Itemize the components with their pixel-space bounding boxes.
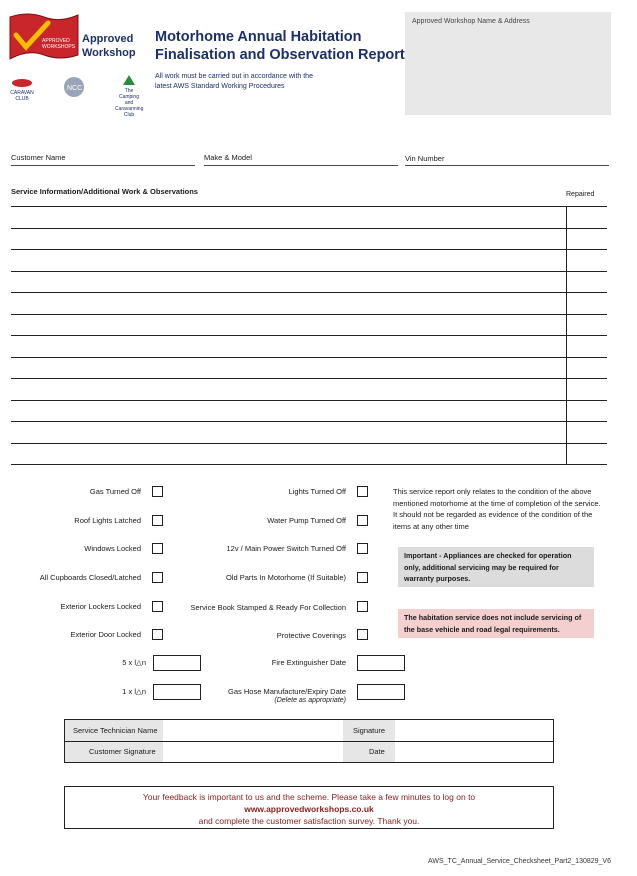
checklist-label: Roof Lights Latched (74, 516, 141, 525)
signature-input[interactable] (395, 720, 553, 741)
checklist-label: Exterior Lockers Locked (60, 602, 141, 611)
service-line[interactable] (11, 443, 607, 444)
feedback-line-3: and complete the customer satisfaction survey. Thank you. (198, 816, 420, 826)
subtitle-line-2: latest AWS Standard Working Procedures (155, 83, 285, 90)
make-model-label: Make & Model (204, 153, 252, 162)
service-section-label: Service Information/Additional Work & Observations (11, 187, 198, 196)
subtitle-line-1: All work must be carried out in accordance with the (155, 73, 313, 80)
feedback-url-link[interactable]: www.approvedworkshops.co.uk (244, 804, 374, 814)
fire-extinguisher-label: Fire Extinguisher Date (271, 658, 346, 667)
ncc-logo (61, 76, 87, 100)
left-input-box-1[interactable] (153, 655, 201, 671)
service-line[interactable] (11, 357, 607, 358)
svg-text:APPROVED: APPROVED (42, 38, 70, 44)
checklist-label: Protective Coverings (276, 631, 346, 640)
old-parts-checkbox[interactable] (357, 572, 368, 583)
date-input[interactable] (395, 741, 553, 762)
date-label: Date (369, 747, 385, 756)
checklist-label: Gas Turned Off (89, 487, 141, 496)
service-line[interactable] (11, 292, 607, 293)
page-title (155, 28, 415, 64)
caravan-club-icon (10, 78, 34, 88)
repaired-column-divider (566, 207, 567, 465)
logo-2-text: NCC (67, 85, 83, 92)
disclaimer-text: This service report only relates to the condition of the above mentioned motorhome at the time of completion of the service. It should not be regarded as evidence of the condition of the items at any other time (393, 487, 601, 531)
repaired-label: Repaired (566, 191, 595, 198)
customer-name-label: Customer Name (11, 153, 66, 162)
checklist-label: 12v / Main Power Switch Turned Off (226, 544, 346, 553)
service-line[interactable] (11, 421, 607, 422)
workshop-address-box[interactable] (405, 12, 611, 115)
service-line[interactable] (11, 249, 607, 250)
fire-extinguisher-date-input[interactable] (357, 655, 405, 671)
document-footer-code: AWS_TC_Annual_Service_Checksheet_Part2_130829_V6 (427, 858, 611, 865)
service-line[interactable] (11, 464, 607, 465)
feedback-line-1: Your feedback is important to us and the scheme. Please take a few minutes to log on to (142, 792, 476, 802)
service-book-checkbox[interactable] (357, 601, 368, 612)
svg-text:WORKSHOPS: WORKSHOPS (42, 44, 76, 50)
caravan-club-logo (6, 78, 38, 102)
tent-icon (122, 74, 136, 86)
gas-hose-note: (Delete as appropriate) (274, 697, 346, 704)
gas-hose-date-input[interactable] (357, 684, 405, 700)
brand-line-2: Workshop (82, 47, 136, 59)
checklist-label: All Cupboards Closed/Latched (39, 573, 141, 582)
power-switch-checkbox[interactable] (357, 543, 368, 554)
service-line[interactable] (11, 228, 607, 229)
row-divider (65, 741, 553, 742)
checklist-label: Service Book Stamped & Ready For Collection (190, 603, 346, 612)
make-model-field[interactable] (204, 165, 398, 166)
service-line[interactable] (11, 314, 607, 315)
title-line-2: Finalisation and Observation Report (155, 47, 405, 63)
camping-club-logo (115, 74, 143, 118)
protective-coverings-checkbox[interactable] (357, 629, 368, 640)
signature-label: Signature (353, 726, 386, 735)
checklist-label: Water Pump Turned Off (267, 516, 346, 525)
brand-text (82, 32, 144, 60)
feedback-box (64, 786, 554, 829)
input-label: 5 x l△n (122, 658, 146, 667)
approved-workshop-flag-logo (8, 9, 80, 65)
service-line[interactable] (11, 335, 607, 336)
title-line-1: Motorhome Annual Habitation (155, 29, 362, 45)
water-pump-checkbox[interactable] (357, 515, 368, 526)
ncc-icon (63, 76, 85, 98)
service-line[interactable] (11, 378, 607, 379)
checklist-label: Exterior Door Locked (70, 630, 141, 639)
input-label: 1 x l△n (122, 687, 146, 696)
technician-name-input[interactable] (163, 720, 343, 741)
checklist-label: Lights Turned Off (288, 487, 346, 496)
vin-field[interactable] (405, 165, 609, 166)
customer-signature-input[interactable] (163, 741, 343, 762)
gas-hose-label: Gas Hose Manufacture/Expiry Date (228, 687, 346, 696)
checklist-label: Windows Locked (84, 544, 141, 553)
technician-label: Service Technician Name (73, 726, 158, 735)
signature-table (64, 719, 554, 763)
workshop-address-label: Approved Workshop Name & Address (412, 18, 530, 25)
habitation-notice: The habitation service does not include servicing of the base vehicle and road legal requirements. (398, 609, 594, 638)
subtitle (155, 72, 355, 92)
brand-line-1: Approved (82, 33, 134, 45)
customer-name-field[interactable] (11, 165, 195, 166)
service-line[interactable] (11, 400, 607, 401)
service-line[interactable] (11, 271, 607, 272)
vin-label: Vin Number (405, 154, 445, 163)
checklist-label: Old Parts In Motorhome (If Suitable) (225, 573, 346, 582)
lights-turned-off-checkbox[interactable] (357, 486, 368, 497)
service-line[interactable] (11, 206, 607, 207)
logo-1-text: CARAVAN CLUB (10, 90, 34, 102)
logo-3-text: The Camping and Caravanning Club (115, 88, 144, 118)
customer-signature-label: Customer Signature (89, 747, 156, 756)
important-notice: Important - Appliances are checked for operation only, additional servicing may be required for warranty purposes. (398, 547, 594, 587)
